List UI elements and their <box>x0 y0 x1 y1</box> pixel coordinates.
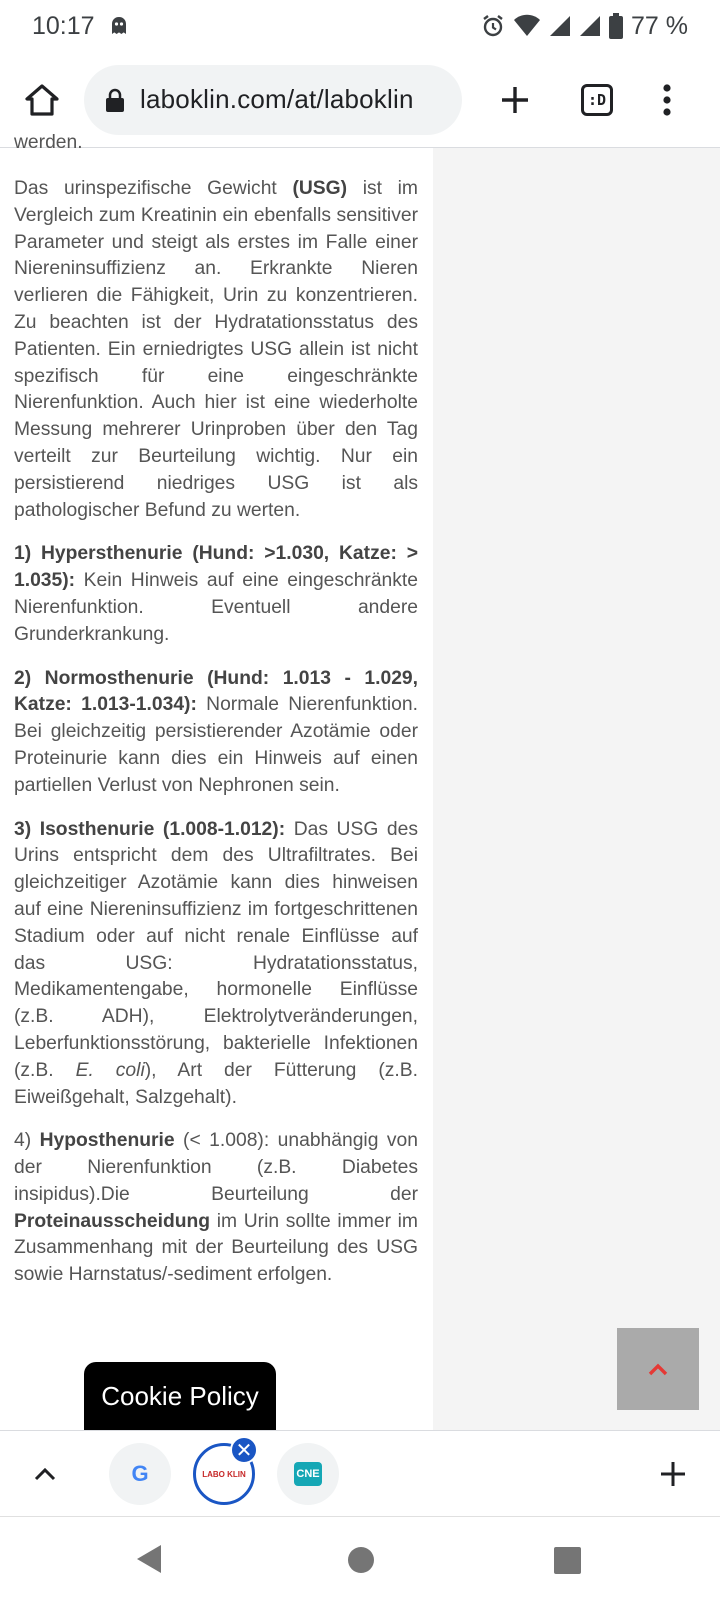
web-content[interactable] <box>0 132 720 1430</box>
cne-logo-icon: CNE <box>294 1462 322 1486</box>
signal-icon-2 <box>579 15 601 37</box>
proteinausscheidung-bold: Proteinausscheidung <box>14 1210 211 1232</box>
add-tab-button[interactable] <box>652 1453 694 1495</box>
cut-off-text: werden. <box>14 132 83 153</box>
isosthenurie-text-end: ), Art der Fütterung (z.B. Eiweißgehalt, Salzgehalt). <box>14 1059 418 1108</box>
battery-icon <box>609 13 623 39</box>
battery-percent: 77 % <box>631 11 688 40</box>
status-bar <box>0 0 720 52</box>
hyposthenurie-text: (< 1.008): unabhängig von der Nierenfunktion (z.B. Diabetes insipidus).Die Beurteilung der <box>14 1130 418 1205</box>
status-time: 10:17 <box>32 11 95 40</box>
new-tab-button[interactable] <box>480 58 550 142</box>
system-nav-bar <box>0 1516 720 1600</box>
hyposthenurie-prefix: 4) <box>14 1130 40 1152</box>
normosthenurie-text: Normale Nierenfunktion. Bei gleichzeitig persistierender Azotämie oder Proteinurie kann dies ein Hinweis auf einen partiellen Verlust von Nephronen sein. <box>14 694 418 796</box>
paragraph-normosthenurie <box>14 666 418 800</box>
tab-switcher-label: :D <box>581 84 613 116</box>
ghost-notification-icon <box>109 16 129 36</box>
article-text <box>14 132 419 1306</box>
lock-icon <box>106 88 124 112</box>
isosthenurie-heading: 3) Isosthenurie (1.008-1.012): <box>14 818 286 840</box>
ecoli-italic: E. coli <box>75 1059 145 1081</box>
paragraph-hypersthenurie <box>14 541 418 648</box>
home-icon <box>24 83 60 117</box>
recents-icon[interactable] <box>554 1547 581 1574</box>
url-bar[interactable] <box>84 65 462 135</box>
alarm-icon <box>481 14 505 38</box>
close-tab-button[interactable]: ✕ <box>230 1436 258 1464</box>
paragraph-hyposthenurie <box>14 1128 418 1289</box>
usg-text-before: Das urinspezifische Gewicht <box>14 178 293 199</box>
signal-icon <box>549 15 571 37</box>
normosthenurie-heading: 2) Normosthenurie (Hund: 1.013 - 1.029, Katze: 1.013-1.034): <box>14 667 418 716</box>
url-text: laboklin.com/at/laboklin <box>140 84 414 114</box>
laboklin-logo-icon: LABO KLIN <box>202 1469 246 1479</box>
expand-tabs-button[interactable] <box>24 1453 66 1495</box>
home-button[interactable] <box>0 58 84 142</box>
tab-strip <box>0 1430 720 1516</box>
chevron-up-icon <box>34 1467 56 1481</box>
hyposthenurie-text-end: im Urin sollte immer im Zusammenhang mit der Beurteilung des USG sowie Harnstatus/-sediment erfolgen. <box>14 1210 418 1286</box>
back-icon[interactable] <box>135 1543 163 1575</box>
google-icon: G <box>131 1461 149 1486</box>
plus-icon <box>500 85 530 115</box>
paragraph-usg <box>14 176 418 524</box>
hypersthenurie-text: Kein Hinweis auf eine eingeschränkte Nierenfunktion. Eventuell andere Grunderkrankung. <box>14 570 418 645</box>
hypersthenurie-heading: 1) Hypersthenurie (Hund: >1.030, Katze: > 1.035): <box>14 543 418 592</box>
wifi-icon <box>513 14 541 38</box>
usg-text-after: ist im Vergleich zum Kreatinin ein ebenfalls sensitiver Parameter und steigt als erstes im Falle einer Niereninsuffizienz an. Erkrankte Nieren verlieren die Fähigkeit, Urin zu konzentrieren. Zu beachten ist der Hydratationsstatus des Patienten. Ein erniedrigtes USG allein ist nicht spezifisch für eine eingeschränkte Nierenfunktion. Auch hier ist eine wiederholte Messung mehrerer Urinproben über den Tag verteilt zur Beurteilung wichtig. Nur ein persistierend niedriges USG ist als pathologischer Befund zu werten. <box>14 178 418 521</box>
plus-icon <box>659 1460 687 1488</box>
hyposthenurie-heading: Hyposthenurie <box>39 1130 175 1152</box>
tab-google[interactable] <box>109 1443 171 1505</box>
paragraph-isosthenurie <box>14 817 418 1112</box>
tab-cne[interactable] <box>277 1443 339 1505</box>
page-sidebar <box>433 148 720 1430</box>
more-vert-icon <box>662 84 672 116</box>
isosthenurie-text: Das USG des Urins entspricht dem des Ultrafiltrates. Bei gleichzeitiger Azotämie kann dies hinweisen auf eine Niereninsuffizienz im fortgeschrittenen Stadium oder auf nicht renale Einflüsse auf das USG: Hydratationsstatus, Medikamentengabe, hormonelle Einflüsse (z.B. ADH), Elektrolytveränderungen, Leberfunktionsstörung, bakterielle Infektionen (z.B. <box>14 818 419 1081</box>
chevron-up-icon <box>648 1362 668 1376</box>
usg-bold: (USG) <box>292 178 348 199</box>
scroll-to-top-button[interactable] <box>617 1328 699 1410</box>
home-nav-icon[interactable] <box>348 1547 374 1573</box>
menu-button[interactable] <box>632 58 702 142</box>
cookie-policy-button[interactable]: Cookie Policy <box>84 1362 276 1430</box>
tab-switcher-button[interactable] <box>562 58 632 142</box>
